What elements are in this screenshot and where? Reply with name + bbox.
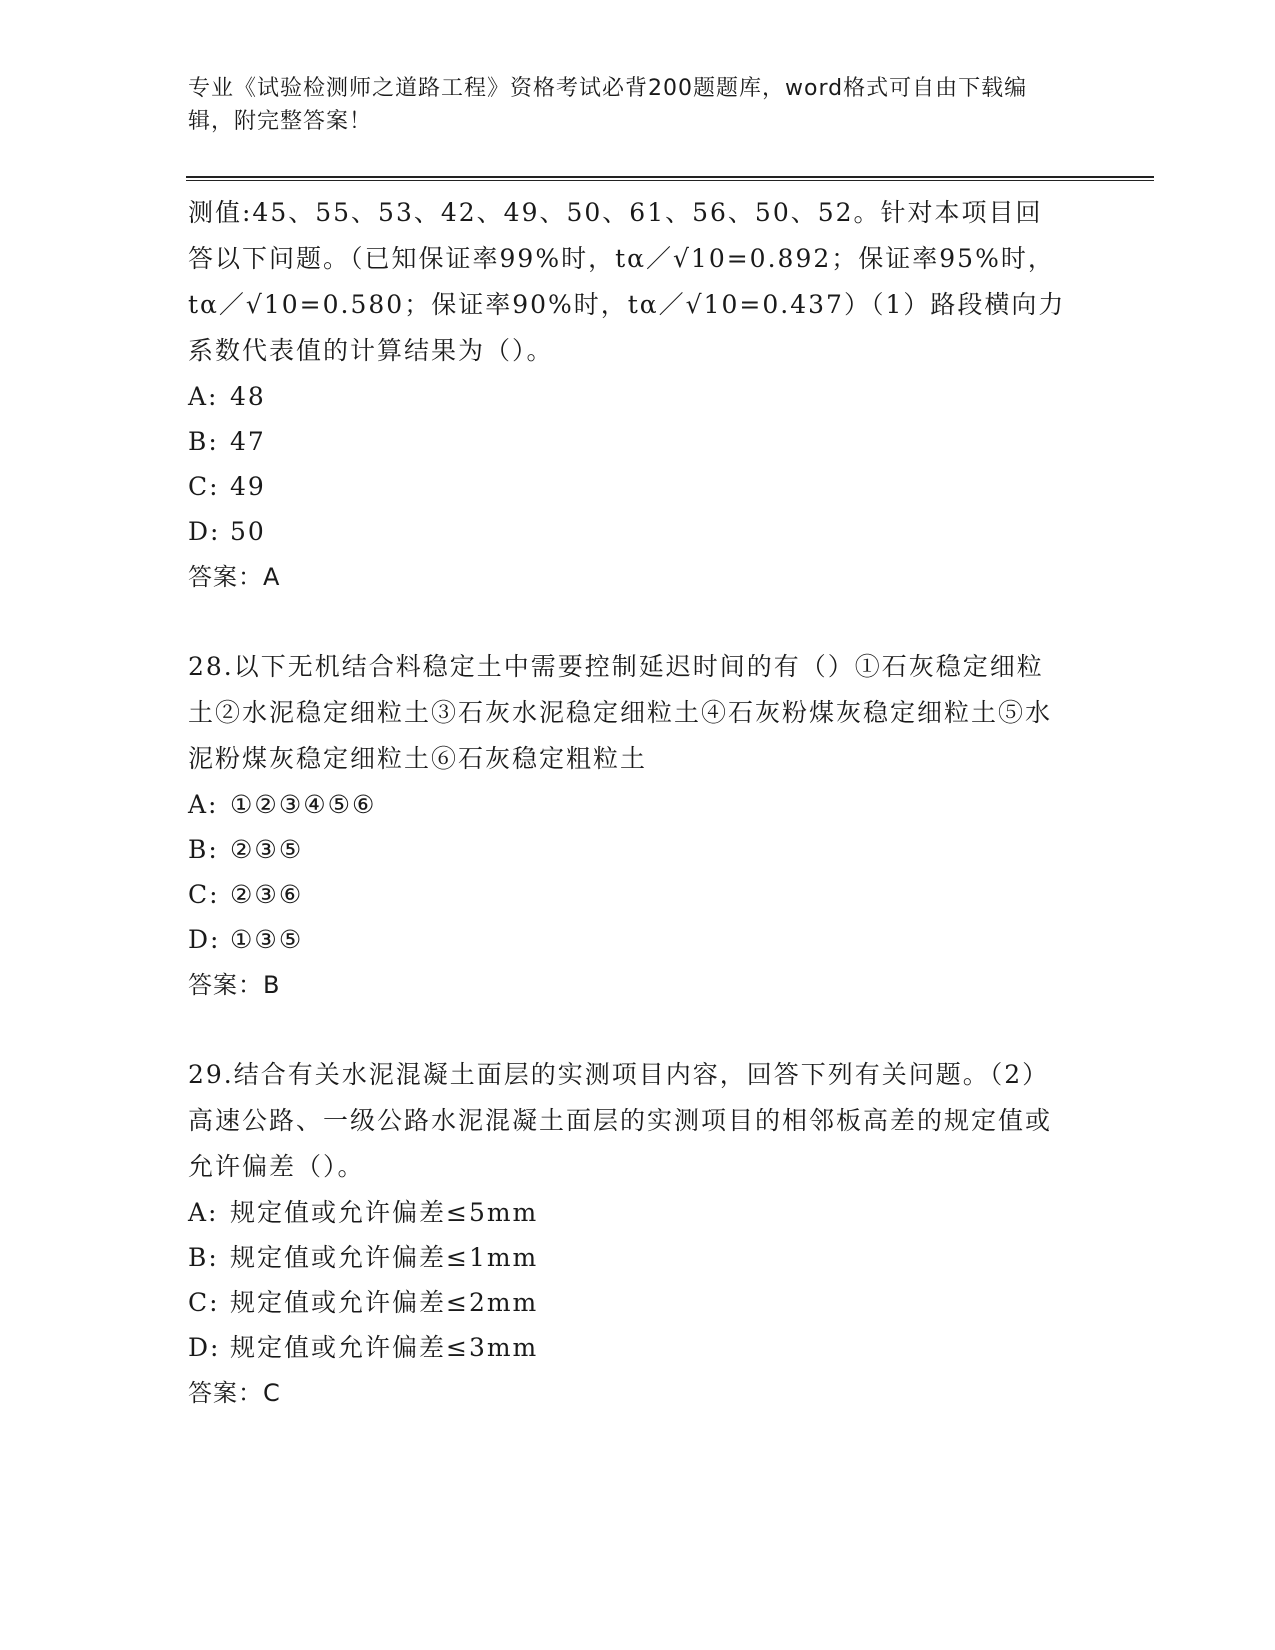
question-item [188,1052,1068,1416]
option-text: 规定值或允许偏差≤5mm [230,1198,539,1227]
answer-text: 答案：C [188,1379,281,1407]
option-c [188,464,1068,509]
option-a [188,374,1068,419]
option-letter: B: [188,1243,219,1272]
option-letter: C: [188,472,220,501]
option-letter: B: [188,835,219,864]
option-text: 规定值或允许偏差≤3mm [230,1333,539,1362]
option-d [188,509,1068,554]
option-letter: A: [188,1198,219,1227]
option-text: ②③⑥ [230,880,304,909]
option-text: 规定值或允许偏差≤1mm [230,1243,539,1272]
document-header: 专业《试验检测师之道路工程》资格考试必背200题题库，word格式可自由下载编辑，附完整答案！ [188,76,1028,134]
answer-text: 答案：A [188,563,281,591]
option-text: ①③⑤ [230,925,304,954]
option-b [188,419,1068,464]
option-letter: A: [188,382,219,411]
option-letter: C: [188,880,220,909]
option-text: 47 [230,427,266,456]
option-text: 50 [230,517,266,546]
option-text: 48 [230,382,266,411]
question-list [188,190,1068,1416]
option-c [188,1280,1068,1325]
option-text: 规定值或允许偏差≤2mm [230,1288,539,1317]
option-letter: C: [188,1288,220,1317]
question-item [188,644,1068,1008]
answer-text: 答案：B [188,971,281,999]
option-b [188,827,1068,872]
option-letter: D: [188,925,221,954]
option-text: 49 [230,472,266,501]
option-d [188,917,1068,962]
option-a [188,1190,1068,1235]
option-letter: B: [188,427,219,456]
option-d [188,1325,1068,1370]
question-text: 28.以下无机结合料稳定土中需要控制延迟时间的有（）①石灰稳定细粒土②水泥稳定细粒土③石灰水泥稳定细粒土④石灰粉煤灰稳定细粒土⑤水泥粉煤灰稳定细粒土⑥石灰稳定粗粒土 [188,652,1053,773]
option-letter: D: [188,517,221,546]
option-letter: D: [188,1333,221,1362]
option-c [188,872,1068,917]
option-b [188,1235,1068,1280]
option-letter: A: [188,790,219,819]
header-divider [186,176,1154,181]
option-text: ②③⑤ [230,835,304,864]
question-text: 测值:45、55、53、42、49、50、61、56、50、52。针对本项目回答以下问题。（已知保证率99%时，tα／√10=0.892；保证率95%时，tα／√10=0.580；保证率90%时，tα／√10=0.437）（1）路段横向力系数代表值的计算结果为（）。 [188,198,1066,365]
question-item [188,190,1068,600]
question-text: 29.结合有关水泥混凝土面层的实测项目内容，回答下列有关问题。（2）高速公路、一级公路水泥混凝土面层的实测项目的相邻板高差的规定值或允许偏差（）。 [188,1060,1053,1181]
option-a [188,782,1068,827]
option-text: ①②③④⑤⑥ [230,790,377,819]
